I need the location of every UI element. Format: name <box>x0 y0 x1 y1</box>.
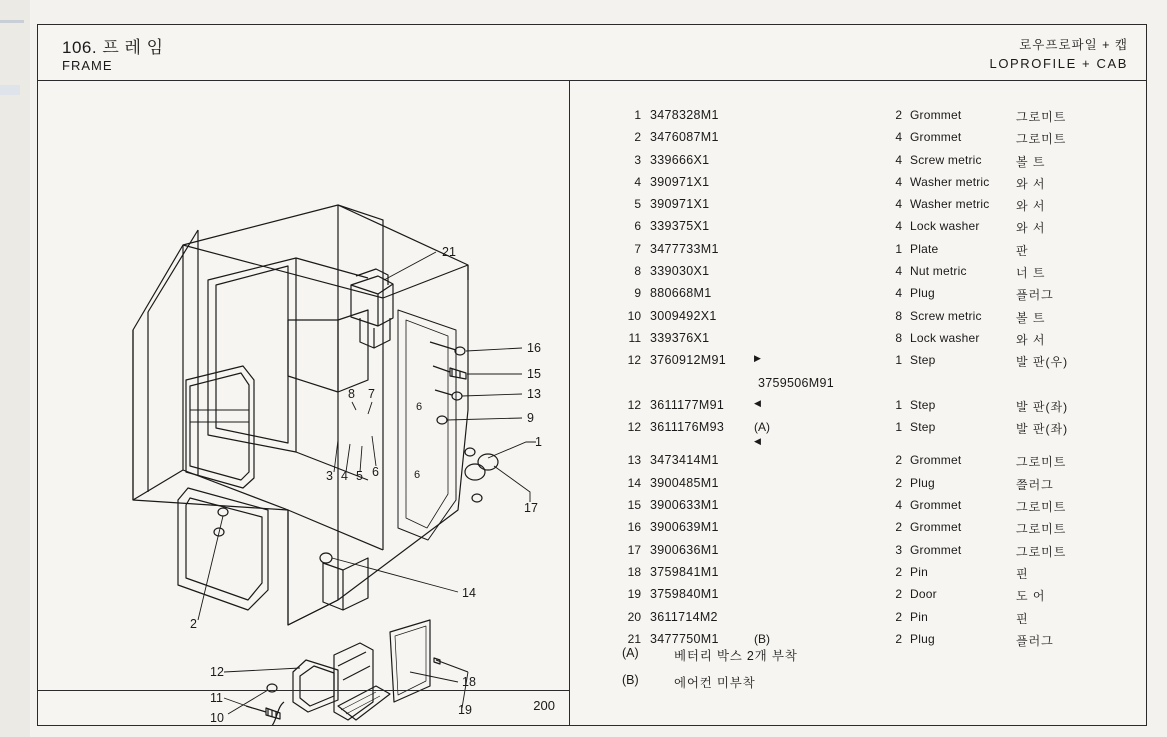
row-description-ko: 쯜러그 <box>1016 477 1054 492</box>
scan-edge-artifact <box>0 20 24 23</box>
row-index: 2 <box>634 130 641 145</box>
row-index: 8 <box>634 264 641 279</box>
callout-16: 16 <box>527 341 541 355</box>
row-qty: 4 <box>895 498 902 513</box>
callout-2: 2 <box>190 617 197 631</box>
row-index: 12 <box>627 353 641 368</box>
row-qty: 1 <box>895 353 902 368</box>
row-qty: 4 <box>895 130 902 145</box>
row-qty: 4 <box>895 197 902 212</box>
arrow-left-icon: ◀ <box>754 397 761 408</box>
row-description-ko: 와 서 <box>1016 199 1046 214</box>
footnote-mark: (A) <box>622 646 639 660</box>
row-part-number: 3900639M1 <box>650 520 719 535</box>
table-row <box>570 398 1146 420</box>
table-row <box>570 175 1146 197</box>
row-description: Pin <box>910 609 928 624</box>
callout-8: 8 <box>348 387 355 401</box>
row-qty: 4 <box>895 264 902 279</box>
callout-13: 13 <box>527 387 541 401</box>
row-description-ko: 플러그 <box>1016 288 1054 303</box>
table-row <box>570 543 1146 565</box>
callout-5: 5 <box>356 469 363 483</box>
row-description: Nut metric <box>910 264 967 279</box>
row-description-ko: 플러그 <box>1016 633 1054 648</box>
row-part-number: 339376X1 <box>650 330 710 345</box>
row-part-number: 339375X1 <box>650 219 710 234</box>
footnote-text: 에어컨 미부착 <box>674 676 756 690</box>
row-part-number: 3759840M1 <box>650 587 719 602</box>
row-description: Grommet <box>910 130 962 145</box>
callout-6: 6 <box>372 465 379 479</box>
row-description: Plug <box>910 286 935 301</box>
catalog-sheet <box>37 24 1147 726</box>
row-description-ko: 그로미트 <box>1016 455 1067 470</box>
table-row <box>570 286 1146 308</box>
scan-edge-artifact <box>0 0 30 737</box>
row-part-number: 3760912M91 <box>650 353 726 368</box>
row-part-number: 3477733M1 <box>650 241 719 256</box>
row-part-number: 3611176M93 <box>650 420 725 435</box>
row-description-ko: 그로미트 <box>1016 110 1067 124</box>
row-part-number: 3611714M2 <box>650 609 718 624</box>
row-index: 19 <box>627 587 641 602</box>
row-description: Washer metric <box>910 174 990 189</box>
row-part-number: 3473414M1 <box>650 453 719 468</box>
row-index: 3 <box>634 152 641 167</box>
arrow-right-icon: ▶ <box>754 353 761 364</box>
row-index: 17 <box>627 542 641 557</box>
row-description: Plug <box>910 475 935 490</box>
row-qty: 2 <box>895 631 902 646</box>
table-row <box>570 264 1146 286</box>
callout-10: 10 <box>210 711 224 725</box>
row-part-number: 880668M1 <box>650 286 712 301</box>
row-description-ko: 와 서 <box>1016 176 1046 191</box>
row-description: Pin <box>910 564 928 579</box>
row-part-number: 339666X1 <box>650 152 710 167</box>
table-row <box>570 498 1146 520</box>
svg-text:6: 6 <box>414 469 421 481</box>
row-index: 1 <box>634 108 641 122</box>
row-index: 10 <box>627 308 641 323</box>
row-description: Screw metric <box>910 152 982 167</box>
row-qty: 3 <box>895 542 902 557</box>
table-row <box>570 242 1146 264</box>
row-description-ko: 너 트 <box>1016 266 1046 281</box>
row-qty: 4 <box>895 286 902 301</box>
table-row <box>570 453 1146 475</box>
row-description-ko: 발 판(좌) <box>1016 399 1069 414</box>
row-part-number: 3476087M1 <box>650 130 719 145</box>
row-qty: 2 <box>895 108 902 122</box>
row-description-ko: 핀 <box>1016 611 1029 626</box>
row-description-ko: 판 <box>1016 243 1029 258</box>
row-description-ko: 발 판(우) <box>1016 355 1069 370</box>
row-index: 5 <box>634 197 641 212</box>
row-description-ko: 와 서 <box>1016 221 1046 236</box>
callout-1: 1 <box>535 435 542 449</box>
row-description: Screw metric <box>910 308 982 323</box>
row-description-ko: 그로미트 <box>1016 522 1067 537</box>
callout-4: 4 <box>341 469 348 483</box>
callout-15: 15 <box>527 367 541 381</box>
footnotes <box>622 646 1122 700</box>
row-index: 6 <box>634 219 641 234</box>
row-index: 4 <box>634 174 641 189</box>
row-qty: 4 <box>895 174 902 189</box>
table-row <box>570 610 1146 632</box>
row-part-number: 3900633M1 <box>650 498 719 513</box>
row-qty: 1 <box>895 241 902 256</box>
row-description-ko: 와 서 <box>1016 332 1046 347</box>
row-qty: 2 <box>895 609 902 624</box>
section-heading <box>62 33 164 58</box>
svg-text:6: 6 <box>416 401 423 413</box>
row-description-ko: 그로미트 <box>1016 132 1067 147</box>
row-description: Grommet <box>910 542 962 557</box>
section-number: 106. <box>62 38 98 57</box>
table-row <box>570 520 1146 542</box>
table-row <box>570 197 1146 219</box>
row-index: 13 <box>627 453 641 468</box>
row-part-number: 339030X1 <box>650 264 710 279</box>
row-index: 11 <box>628 330 641 345</box>
row-qty: 2 <box>895 564 902 579</box>
callout-19: 19 <box>458 703 472 717</box>
row-qty: 4 <box>895 152 902 167</box>
table-row <box>570 219 1146 241</box>
row-part-number: 390971X1 <box>650 197 710 212</box>
table-row <box>570 476 1146 498</box>
row-description: Step <box>910 420 936 435</box>
row-description: Door <box>910 587 937 602</box>
row-description-ko: 발 판(좌) <box>1016 422 1069 437</box>
row-part-number: 3478328M1 <box>650 108 719 122</box>
row-index: 20 <box>627 609 641 624</box>
parts-table <box>570 80 1146 725</box>
row-description: Lock washer <box>910 330 980 345</box>
callout-3: 3 <box>326 469 333 483</box>
row-index: 12 <box>627 397 641 412</box>
section-title-ko: 프 레 임 <box>102 38 164 57</box>
scan-edge-artifact <box>0 85 20 95</box>
variant-label-ko: 로우프로파일 + 캡 <box>1019 38 1128 52</box>
table-row <box>570 587 1146 609</box>
row-index: 21 <box>627 631 641 646</box>
row-footnote-mark: (A) <box>754 420 770 435</box>
row-part-number: 3009492X1 <box>650 308 717 323</box>
row-qty: 2 <box>895 520 902 535</box>
table-row <box>570 309 1146 331</box>
callout-14: 14 <box>462 586 476 600</box>
row-description-ko: 볼 트 <box>1016 154 1046 169</box>
row-description: Grommet <box>910 520 962 535</box>
row-qty: 1 <box>895 420 902 435</box>
table-row <box>570 108 1146 130</box>
callout-17: 17 <box>524 501 538 515</box>
row-footnote-mark: (B) <box>754 631 770 646</box>
callout-21: 21 <box>442 245 456 259</box>
row-part-number: 390971X1 <box>650 174 710 189</box>
row-qty: 4 <box>895 219 902 234</box>
callout-7: 7 <box>368 387 375 401</box>
page-number: 200 <box>533 698 555 713</box>
row-description: Step <box>910 397 936 412</box>
row-index: 14 <box>627 475 641 490</box>
parts-table-body <box>570 108 1146 654</box>
variant-label-en: LOPROFILE + CAB <box>989 56 1128 71</box>
table-row <box>570 331 1146 353</box>
table-row <box>570 565 1146 587</box>
table-row <box>570 153 1146 175</box>
table-row <box>570 420 1146 442</box>
table-row <box>570 353 1146 375</box>
table-row-continuation <box>570 436 1146 453</box>
row-description-ko: 그로미트 <box>1016 500 1067 515</box>
callout-11: 11 <box>210 691 223 705</box>
arrow-left-icon: ◀ <box>754 436 761 447</box>
row-description: Washer metric <box>910 197 990 212</box>
callout-9: 9 <box>527 411 534 425</box>
footnote-item <box>622 646 1122 673</box>
row-part-number: 3477750M1 <box>650 631 719 646</box>
footnote-mark: (B) <box>622 673 639 687</box>
row-part-number: 3759841M1 <box>650 564 719 579</box>
row-description-ko: 그로미트 <box>1016 544 1067 559</box>
row-description: Step <box>910 353 936 368</box>
row-qty: 8 <box>895 330 902 345</box>
row-description-ko: 핀 <box>1016 566 1029 581</box>
row-description: Grommet <box>910 108 962 122</box>
table-row <box>570 130 1146 152</box>
footnote-item <box>622 673 1122 700</box>
row-description: Plate <box>910 241 939 256</box>
row-description: Lock washer <box>910 219 980 234</box>
row-description-ko: 도 어 <box>1016 589 1046 604</box>
frame-line-drawing <box>38 80 569 725</box>
row-index: 12 <box>627 420 641 435</box>
row-part-number: 3611177M91 <box>650 397 725 412</box>
row-index: 7 <box>634 241 641 256</box>
row-description-ko: 볼 트 <box>1016 310 1046 325</box>
row-qty: 2 <box>895 453 902 468</box>
row-description: Grommet <box>910 453 962 468</box>
footnote-text: 베터리 박스 2개 부착 <box>674 649 798 663</box>
page-number-footer <box>38 690 569 725</box>
row-part-number: 3900485M1 <box>650 475 719 490</box>
row-description: Plug <box>910 631 935 646</box>
row-qty: 8 <box>895 308 902 323</box>
row-qty: 2 <box>895 475 902 490</box>
row-index: 15 <box>627 498 641 513</box>
row-qty: 2 <box>895 587 902 602</box>
section-title-en: FRAME <box>62 58 113 73</box>
row-description: Grommet <box>910 498 962 513</box>
row-qty: 1 <box>895 397 902 412</box>
page-header <box>38 25 1146 81</box>
exploded-diagram <box>38 80 569 725</box>
row-alternate-part-number: 3759506M91 <box>758 375 834 390</box>
row-index: 16 <box>627 520 641 535</box>
row-index: 9 <box>634 286 641 301</box>
row-index: 18 <box>627 564 641 579</box>
callout-12: 12 <box>210 665 224 679</box>
callout-18: 18 <box>462 675 476 689</box>
table-row-alternate <box>570 376 1146 398</box>
row-part-number: 3900636M1 <box>650 542 719 557</box>
